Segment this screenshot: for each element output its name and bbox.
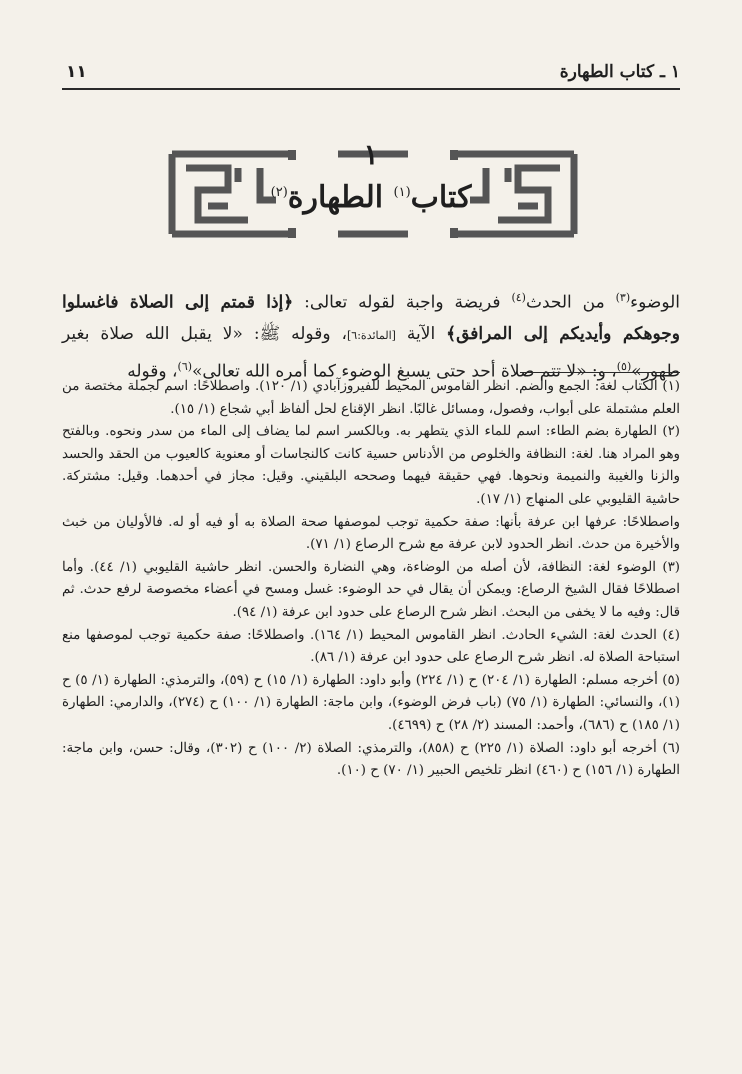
chapter-title	[0, 180, 742, 215]
footnote-marker-3: (٣)	[615, 291, 631, 304]
running-header	[62, 58, 680, 90]
footnote-marker-4: (٤)	[511, 291, 526, 304]
footnote: (٦) أخرجه أبو داود: الصلاة (١/ ٢٢٥) ح (٨٥٨)، والترمذي: الصلاة (٢/ ١٠٠) ح (٣٠٢)، وقال: حسن، وابن ماجة: الطهارة (١/ ١٥٦) ح (٤٦٠) انظر تلخيص الحبير (١/ ٧٠) ح (١٠).	[62, 740, 681, 779]
footnotes	[62, 376, 680, 783]
footnote: (٥) أخرجه مسلم: الطهارة (١/ ٢٠٤) ح (١/ ٢٢٤) وأبو داود: الطهارة (١/ ١٥) ح (٥٩)، والترمذي: الطهارة (١/ ٥) ح (١)، والنسائي: الطهارة (١/ ٧٥) (باب فرض الوضوء)، وابن ماجة: الطهارة (١/ ١٠٠) ح (٢٧٤)، والدارمي: الطهارة (١/ ١٨٥) ح (٦٨٦)، وأحمد: المسند (٢/ ٢٨) ح (٤٦٩٩).	[62, 672, 680, 733]
footnote: واصطلاحًا: عرفها ابن عرفة بأنها: صفة حكمية توجب لموصفها صحة الصلاة به أو فيه أو له. فالأوليان من خبث والأخيرة من حدث. انظر الحدود لابن عرفة مع شرح الرصاع (١/ ٧١).	[62, 514, 680, 553]
chapter-number: ١	[363, 138, 379, 171]
verse-reference: [المائدة:٦]	[347, 328, 396, 342]
body-text: ، و: «لا تتم صلاة أحد حتى يسبغ الوضوء كما أمره الله تعالى»	[192, 361, 617, 382]
body-text: من الحدث	[525, 292, 616, 313]
chapter-title-word-1: كتاب	[410, 180, 472, 215]
footnote-marker-2: (٢)	[270, 185, 288, 200]
footnote: (١) الكتاب لغة: الجمع والضم. انظر القاموس المحيط للفيروزآبادي (١/ ١٢٠). واصطلاحًا: اسم لجملة مختصة من العلم مشتملة على أبواب، وفصول، ومسائل غالبًا. انظر الإقناع لحل ألفاظ أبي شجاع (١/ ١٥).	[62, 379, 680, 417]
quran-verse: ﴿إذا قمتم إلى الصلاة فاغسلوا وجوهكم وأيديكم إلى المرافق﴾	[62, 292, 680, 344]
footnote: (٢) الطهارة بضم الطاء: اسم للماء الذي يتطهر به. وبالكسر اسم لما يضاف إلى الماء من سدر ونحوه. وبالفتح وهو المراد هنا. لغة: النظافة والخلوص من الأدناس حسية كانت كالنجاسات أو معنوية كالعيوب من الحقد والحسد والزنا والغيبة والنميمة ونحوها. فهي حقيقة فيهما وصححه البلقيني. وقيل: مجاز في أحدهما. وقيل: مشتركة. حاشية القليوبي على المنهاج (١/ ١٧).	[62, 424, 680, 507]
footnote-marker-5: (٥)	[616, 359, 632, 373]
body-text: الوضوء	[630, 292, 681, 313]
footnote: (٤) الحدث لغة: الشيء الحادث. انظر القاموس المحيط (١/ ١٦٤). واصطلاحًا: صفة حكمية توجب لموصفها منع استباحة الصلاة له. انظر شرح الرصاع على حدود ابن عرفة (١/ ٨٦).	[62, 627, 680, 666]
body-text: فريضة واجبة لقوله تعالى:	[293, 292, 512, 313]
footnote-separator	[520, 372, 680, 373]
footnote-marker-1: (١)	[393, 185, 411, 200]
footnote-marker-6: (٦)	[177, 359, 193, 373]
chapter-title-word-2: الطهارة	[287, 180, 384, 215]
body-text: ، وقوله	[127, 361, 178, 382]
body-text: الآية	[395, 323, 447, 344]
body-text: ، وقوله ﷺ: «لا يقبل الله صلاة بغير طهور»	[62, 323, 680, 382]
footnote: (٣) الوضوء لغة: النظافة، لأن أصله من الوضاءة، وهي النضارة والحسن. انظر حاشية القليوبي (١/ ٤٤). وأما اصطلاحًا فقال الشيخ الرصاع: ويمكن أن يقال في حد الوضوء: غسل ومسح في أعضاء مخصوصة لرفع حدث. ثم قال: وفيه ما لا يخفى من البحث. انظر شرح الرصاع على حدود ابن عرفة (١/ ٩٤).	[62, 559, 680, 620]
running-header-title: ١ ـ كتاب الطهارة	[559, 62, 680, 82]
page-number: ١١	[66, 62, 87, 82]
